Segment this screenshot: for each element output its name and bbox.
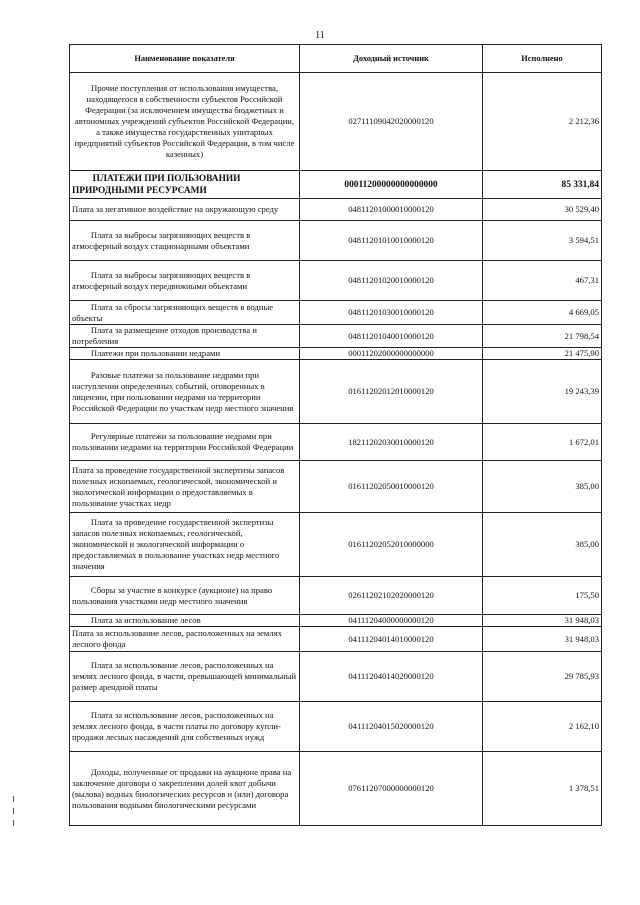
table-row-section [70, 171, 602, 199]
row-code: 00011200000000000000 [300, 171, 483, 199]
row-amount: 1 378,51 [483, 752, 602, 826]
table-row [70, 615, 602, 627]
row-name: Плата за использование лесов [70, 615, 300, 627]
row-code: 04811201020010000120 [300, 261, 483, 301]
table-row [70, 221, 602, 261]
row-code: 04811201030010000120 [300, 301, 483, 325]
row-amount: 21 475,90 [483, 348, 602, 360]
row-code: 04811201010010000120 [300, 221, 483, 261]
row-code: 01611202052010000000 [300, 513, 483, 577]
margin-mark [13, 820, 14, 826]
row-code: 04811201040010000120 [300, 325, 483, 348]
row-name: Плата за проведение государственной экспертизы запасов полезных ископаемых, геологической, экономической и экологической информации о предоставляемых в пользование участках недр [70, 461, 300, 513]
table-row [70, 199, 602, 221]
row-code: 04111204014010000120 [300, 627, 483, 652]
table-row [70, 627, 602, 652]
row-name: Платежи при пользовании недрами [70, 348, 300, 360]
row-amount: 31 948,03 [483, 615, 602, 627]
row-amount: 3 594,51 [483, 221, 602, 261]
table-row [70, 752, 602, 826]
table-row [70, 702, 602, 752]
row-amount: 385,00 [483, 513, 602, 577]
row-name: Регулярные платежи за пользование недрами при пользовании недрами на территории Российской Федерации [70, 424, 300, 461]
row-code: 02611202102020000120 [300, 577, 483, 615]
page-number: 11 [315, 30, 325, 41]
row-name: Разовые платежи за пользование недрами при наступлении определенных событий, оговоренных в лицензии, при пользовании недрами на территории Российской Федерации по участкам недр местного значения [70, 360, 300, 424]
table-row [70, 73, 602, 171]
table-row [70, 652, 602, 702]
row-amount: 29 785,93 [483, 652, 602, 702]
row-name: ПЛАТЕЖИ ПРИ ПОЛЬЗОВАНИИ ПРИРОДНЫМИ РЕСУРСАМИ [70, 171, 300, 199]
row-amount: 175,50 [483, 577, 602, 615]
row-name: Прочие поступления от использования имущества, находящегося в собственности субъектов Российской Федерации (за исключением имущества бюджетных и автономных учреждений субъектов Российской Федерации, а также имущества государственных унитарных предприятий субъектов Российской Федерации, в том числе казенных) [70, 73, 300, 171]
row-amount: 2 162,10 [483, 702, 602, 752]
table-row [70, 325, 602, 348]
row-amount: 4 669,05 [483, 301, 602, 325]
row-code: 04111204014020000120 [300, 652, 483, 702]
table-row [70, 513, 602, 577]
row-amount: 30 529,40 [483, 199, 602, 221]
row-amount: 1 672,01 [483, 424, 602, 461]
table-header-row [70, 45, 602, 73]
row-code: 01611202012010000120 [300, 360, 483, 424]
column-header-source: Доходный источник [300, 45, 483, 73]
row-name: Доходы, полученные от продажи на аукционе права на заключение договора о закреплении долей квот добычи (вылова) водных биологических ресурсов и (или) договора пользования водными биологическими ресурсами [70, 752, 300, 826]
table-row [70, 301, 602, 325]
column-header-executed: Исполнено [483, 45, 602, 73]
row-code: 04111204015020000120 [300, 702, 483, 752]
revenue-table [69, 44, 602, 826]
table-row [70, 261, 602, 301]
row-name: Плата за выбросы загрязняющих веществ в атмосферный воздух передвижными объектами [70, 261, 300, 301]
row-code: 04811201000010000120 [300, 199, 483, 221]
row-name: Плата за сбросы загрязняющих веществ в водные объекты [70, 301, 300, 325]
row-name: Плата за негативное воздействие на окружающую среду [70, 199, 300, 221]
row-name: Плата за проведение государственной экспертизы запасов полезных ископаемых, геологической, экономической и экологической информации о предоставляемых в пользование участках недр местного значения [70, 513, 300, 577]
table-row [70, 461, 602, 513]
row-name: Плата за выбросы загрязняющих веществ в атмосферный воздух стационарными объектами [70, 221, 300, 261]
row-code: 01611202050010000120 [300, 461, 483, 513]
row-amount: 85 331,84 [483, 171, 602, 199]
row-name: Плата за размещение отходов производства и потребления [70, 325, 300, 348]
row-name: Плата за использование лесов, расположенных на землях лесного фонда [70, 627, 300, 652]
row-amount: 2 212,36 [483, 73, 602, 171]
row-name: Сборы за участие в конкурсе (аукционе) на право пользования участками недр местного значения [70, 577, 300, 615]
row-amount: 19 243,39 [483, 360, 602, 424]
row-code: 07611207000000000120 [300, 752, 483, 826]
row-code: 18211202030010000120 [300, 424, 483, 461]
row-amount: 31 948,03 [483, 627, 602, 652]
scan-margin-marks [12, 790, 16, 826]
table-row [70, 360, 602, 424]
table-row [70, 424, 602, 461]
row-code: 04111204000000000120 [300, 615, 483, 627]
row-amount: 21 798,54 [483, 325, 602, 348]
row-code: 02711109042020000120 [300, 73, 483, 171]
margin-mark [13, 808, 14, 814]
row-name: Плата за использование лесов, расположенных на землях лесного фонда, в части, превышающей минимальный размер арендной платы [70, 652, 300, 702]
table-row [70, 577, 602, 615]
margin-mark [13, 796, 14, 802]
row-code: 00011202000000000000 [300, 348, 483, 360]
column-header-name: Наименование показателя [70, 45, 300, 73]
row-name: Плата за использование лесов, расположенных на землях лесного фонда, в части платы по договору купли-продажи лесных насаждений для собственных нужд [70, 702, 300, 752]
table-row [70, 348, 602, 360]
row-amount: 467,31 [483, 261, 602, 301]
row-amount: 385,00 [483, 461, 602, 513]
